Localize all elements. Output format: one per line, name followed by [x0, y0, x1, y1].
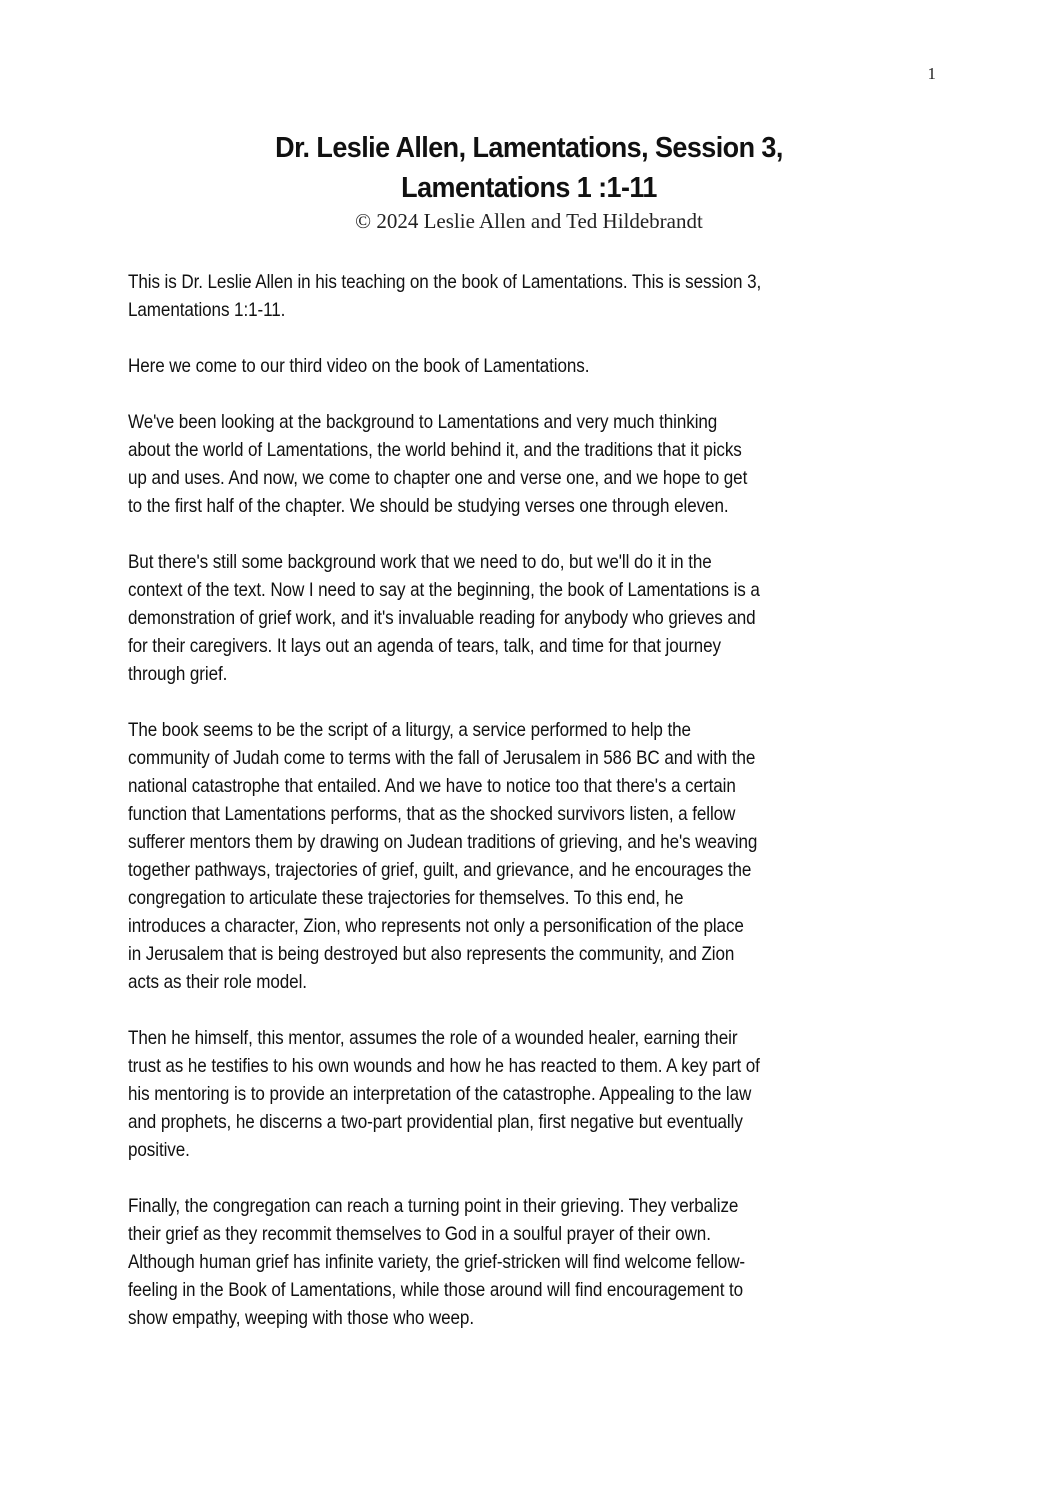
text-line: But there's still some background work that we need to do, but we'll do it in the [128, 551, 712, 573]
text-line: through grief. [128, 663, 228, 685]
copyright-notice: © 2024 Leslie Allen and Ted Hildebrandt [355, 209, 703, 233]
text-line: Lamentations 1:1-11. [128, 299, 286, 321]
text-line: function that Lamentations performs, that as the shocked survivors listen, a fellow [128, 803, 736, 825]
body-text [128, 268, 948, 1360]
text-line: Although human grief has infinite variety, the grief-stricken will find welcome fellow- [128, 1251, 746, 1273]
text-line: introduces a character, Zion, who represents not only a personification of the place [128, 915, 744, 937]
document-title-line-1: Dr. Leslie Allen, Lamentations, Session 3, [275, 132, 783, 164]
text-line: his mentoring is to provide an interpretation of the catastrophe. Appealing to the law [128, 1083, 752, 1105]
text-line: Finally, the congregation can reach a turning point in their grieving. They verbalize [128, 1195, 739, 1217]
text-line: community of Judah come to terms with the fall of Jerusalem in 586 BC and with the [128, 747, 756, 769]
paragraph-background [128, 408, 948, 520]
title-block [0, 128, 1058, 234]
page-number: 1 [927, 64, 936, 83]
text-line: show empathy, weeping with those who weep. [128, 1307, 474, 1329]
text-line: context of the text. Now I need to say at the beginning, the book of Lamentations is a [128, 579, 760, 601]
text-line: The book seems to be the script of a liturgy, a service performed to help the [128, 719, 691, 741]
text-line: We've been looking at the background to Lamentations and very much thinking [128, 411, 718, 433]
text-line: about the world of Lamentations, the world behind it, and the traditions that it picks [128, 439, 742, 461]
paragraph-liturgy [128, 716, 948, 996]
text-line: together pathways, trajectories of grief, guilt, and grievance, and he encourages the [128, 859, 752, 881]
paragraph-third-video [128, 352, 948, 380]
text-line: Then he himself, this mentor, assumes the role of a wounded healer, earning their [128, 1027, 738, 1049]
text-line: to the first half of the chapter. We should be studying verses one through eleven. [128, 495, 729, 517]
paragraph-grief-work [128, 548, 948, 688]
paragraph-turning-point [128, 1192, 948, 1332]
text-line: and prophets, he discerns a two-part providential plan, first negative but eventually [128, 1111, 743, 1133]
text-line: congregation to articulate these trajectories for themselves. To this end, he [128, 887, 684, 909]
text-line: feeling in the Book of Lamentations, while those around will find encouragement to [128, 1279, 744, 1301]
text-line: trust as he testifies to his own wounds and how he has reacted to them. A key part of [128, 1055, 760, 1077]
paragraph-wounded-healer [128, 1024, 948, 1164]
text-line: positive. [128, 1139, 190, 1161]
text-line: Here we come to our third video on the book of Lamentations. [128, 355, 590, 377]
text-line: for their caregivers. It lays out an agenda of tears, talk, and time for that journey [128, 635, 721, 657]
text-line: sufferer mentors them by drawing on Judean traditions of grieving, and he's weaving [128, 831, 758, 853]
text-line: national catastrophe that entailed. And we have to notice too that there's a certain [128, 775, 736, 797]
document-title-line-2: Lamentations 1 :1-11 [401, 172, 657, 204]
text-line: up and uses. And now, we come to chapter one and verse one, and we hope to get [128, 467, 748, 489]
text-line: their grief as they recommit themselves to God in a soulful prayer of their own. [128, 1223, 711, 1245]
text-line: acts as their role model. [128, 971, 307, 993]
paragraph-intro [128, 268, 948, 324]
text-line: This is Dr. Leslie Allen in his teaching on the book of Lamentations. This is session 3, [128, 271, 762, 293]
text-line: demonstration of grief work, and it's invaluable reading for anybody who grieves and [128, 607, 756, 629]
text-line: in Jerusalem that is being destroyed but also represents the community, and Zion [128, 943, 735, 965]
